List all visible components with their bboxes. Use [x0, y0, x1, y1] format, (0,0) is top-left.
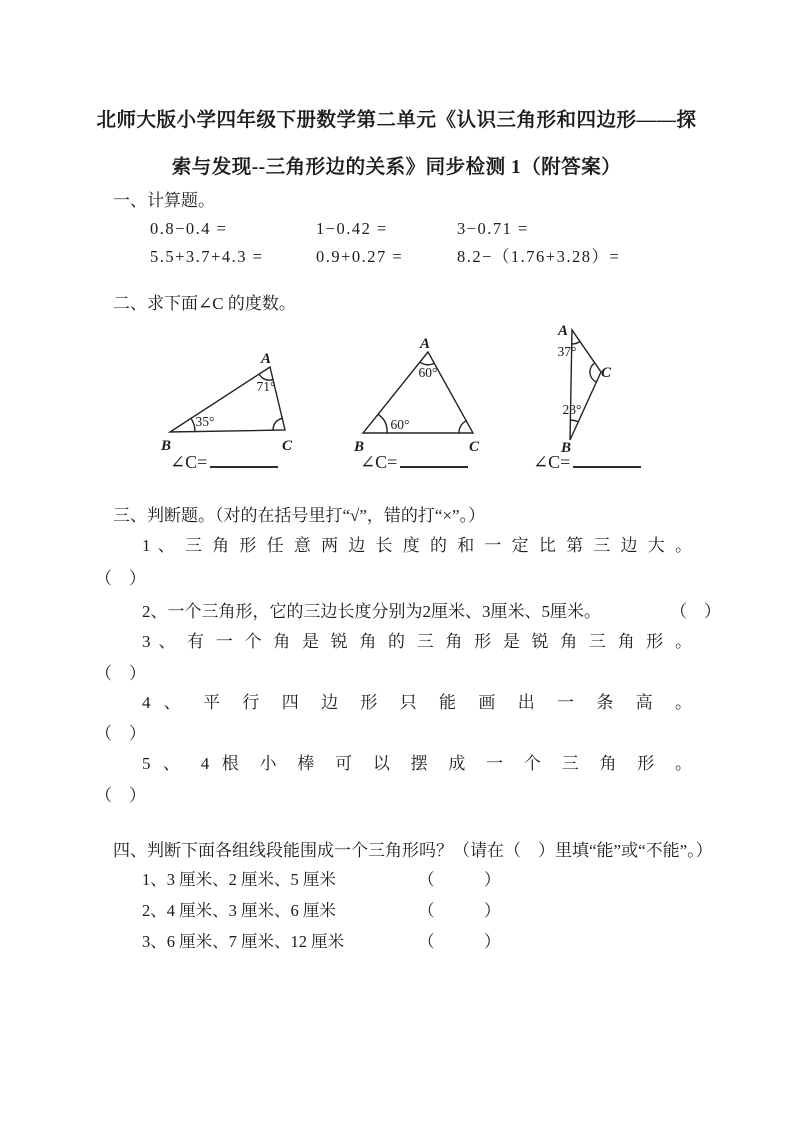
- triangle-figure-3: [557, 323, 612, 456]
- t1-angle-a-label: 71°: [256, 379, 276, 394]
- calc-problem-2: 1−0.42 =: [316, 219, 388, 238]
- t1-vertex-a-label: A: [260, 351, 272, 367]
- section2-heading: 二、求下面∠C 的度数。: [113, 294, 296, 313]
- judge-item-2-text: 2、一个三角形，它的三边长度分别为2厘米、3厘米、5厘米。: [142, 602, 601, 621]
- answer-blank-1: [210, 451, 278, 468]
- t2-angle-b-label: 60°: [390, 417, 410, 432]
- t2-vertex-c-label: C: [468, 439, 480, 455]
- angle-c-answer-1: [170, 450, 278, 474]
- angle-c-label-2: ∠C=: [360, 452, 398, 472]
- judge-item-2: [142, 601, 721, 623]
- triangle-figures: [130, 313, 670, 458]
- calc-problem-4: 5.5+3.7+4.3 =: [150, 247, 264, 266]
- answer-blank-3: [573, 451, 641, 468]
- judge-item-3: 3 、 有 一 个 角 是 锐 角 的 三 角 形 是 锐 角 三 角 形 。: [142, 632, 692, 651]
- calc-problem-3: 3−0.71 =: [457, 219, 529, 238]
- angle-c-label-1: ∠C=: [170, 452, 208, 472]
- title-line-2: 索与发现--三角形边的关系》同步检测 1（附答案）: [171, 157, 622, 178]
- judge-item-4-bracket: （ ）: [95, 724, 146, 743]
- t2-vertex-b-label: B: [353, 439, 365, 455]
- segment-item-1: [142, 869, 501, 891]
- section1-heading: 一、计算题。: [113, 191, 215, 210]
- segment-item-3: [142, 931, 501, 953]
- segment-item-1-text: 1、3 厘米、2 厘米、5 厘米: [142, 870, 336, 889]
- judge-item-1-bracket: （ ）: [95, 569, 146, 588]
- segment-item-2: [142, 900, 501, 922]
- section4-heading: 四、判断下面各组线段能围成一个三角形吗？（请在（ ）里填“能”或“不能”。）: [113, 841, 713, 860]
- segment-item-2-text: 2、4 厘米、3 厘米、6 厘米: [142, 901, 336, 920]
- worksheet-title: [0, 97, 793, 191]
- answer-blank-2: [400, 451, 468, 468]
- t1-vertex-c-label: C: [281, 438, 293, 454]
- calc-problem-5: 0.9+0.27 =: [316, 247, 404, 266]
- judge-item-4: 4 、 平 行 四 边 形 只 能 画 出 一 条 高 。: [142, 693, 692, 712]
- judge-item-1: 1 、 三 角 形 任 意 两 边 长 度 的 和 一 定 比 第 三 边 大 。: [142, 536, 692, 555]
- t3-vertex-a-label: A: [557, 323, 569, 339]
- judge-item-5: 5 、 4 根 小 棒 可 以 摆 成 一 个 三 角 形 。: [142, 754, 692, 773]
- t3-angle-b-label: 23°: [562, 402, 582, 417]
- t3-vertex-c-label: C: [600, 365, 612, 381]
- segment-item-3-bracket: （ ）: [418, 932, 501, 951]
- segment-item-3-text: 3、6 厘米、7 厘米、12 厘米: [142, 932, 345, 951]
- judge-item-5-bracket: （ ）: [95, 786, 146, 805]
- judge-item-3-bracket: （ ）: [95, 664, 146, 683]
- segment-item-1-bracket: （ ）: [418, 870, 501, 889]
- t2-angle-a-label: 60°: [418, 365, 438, 380]
- angle-c-label-3: ∠C=: [533, 452, 571, 472]
- judge-item-2-bracket: （ ）: [670, 602, 721, 621]
- title-line-1: 北师大版小学四年级下册数学第二单元《认识三角形和四边形——探: [96, 110, 697, 131]
- segment-item-2-bracket: （ ）: [418, 901, 501, 920]
- t3-angle-a-label: 37°: [557, 344, 577, 359]
- triangle-figure-2: [353, 336, 480, 455]
- calc-problem-1: 0.8−0.4 =: [150, 219, 228, 238]
- t2-vertex-a-label: A: [419, 336, 431, 352]
- t1-angle-b-label: 35°: [195, 414, 215, 429]
- section3-heading: 三、判断题。（对的在括号里打“√”，错的打“×”。）: [113, 506, 486, 525]
- triangle-figure-1: [160, 351, 293, 454]
- calc-problem-6: 8.2−（1.76+3.28）=: [457, 247, 621, 266]
- angle-c-answer-3: [533, 450, 641, 474]
- t3-vertex-b-label: B: [560, 440, 572, 456]
- t1-vertex-b-label: B: [160, 438, 172, 454]
- angle-c-answer-2: [360, 450, 468, 474]
